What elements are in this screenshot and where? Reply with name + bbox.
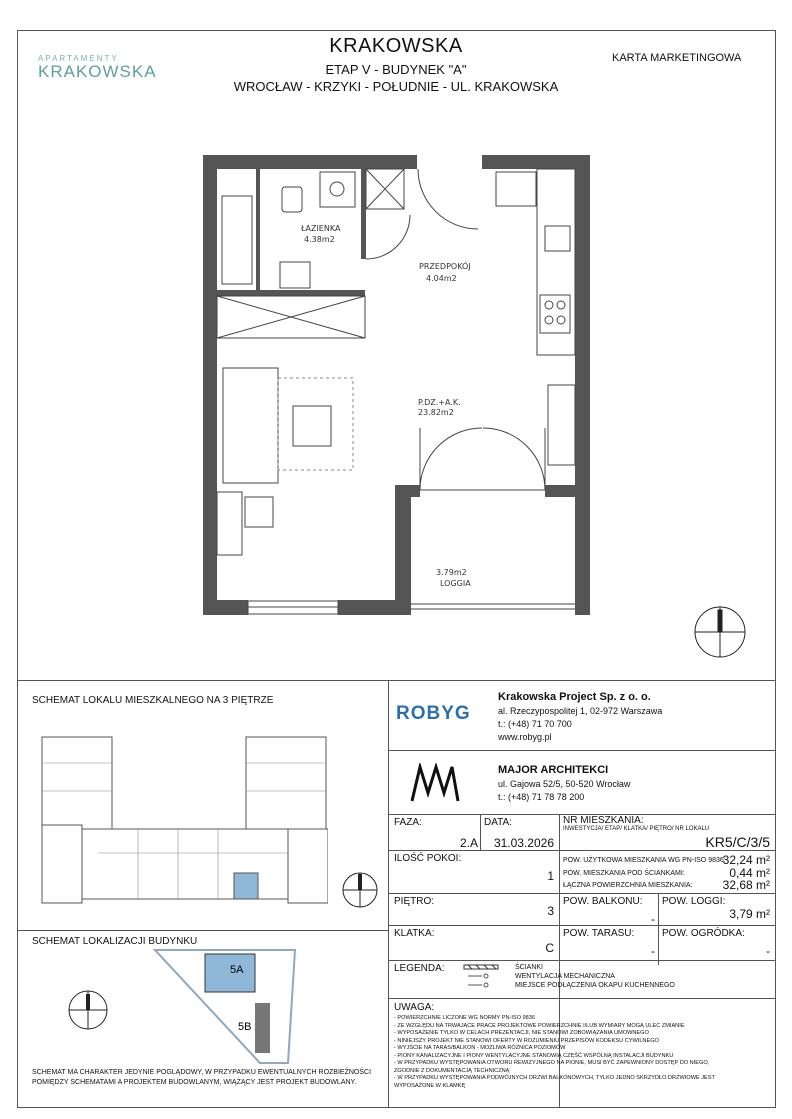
building-5b-label: 5B	[238, 1021, 252, 1033]
building-5b	[255, 1003, 270, 1053]
developer-address: al. Rzeczypospolitej 1, 02-972 Warszawa	[498, 706, 663, 716]
floor-scheme-drawing	[38, 733, 328, 913]
room-name-living: P.DZ.+A.K.	[418, 398, 461, 407]
developer-web[interactable]: www.robyg.pl	[498, 732, 552, 742]
chair	[245, 497, 273, 527]
note-item: - W PRZYPADKU WYSTĘPOWANIA PODWÓJNYCH DRZWI BALKONOWYCH, TYLKO JEDNO SKRZYDŁO DRZWIOWE JEST WYPOSAŻONE W KLAMKĘ	[394, 1075, 715, 1089]
architect-address: ul. Gajowa 52/5, 50-520 Wrocław	[498, 779, 631, 789]
pow-sc-label: POW. MIESZKANIA POD ŚCIANKAMI:	[563, 870, 685, 877]
nr-sublabel: INWESTYCJA/ ETAP/ KLATKA/ PIĘTRO/ NR LOKALU	[563, 826, 710, 832]
note-item: - NINIEJSZY PROJEKT NIE STANOWI OFERTY W ROZUMIENIU PRZEPISÓW KODEKSU CYWILNEGO	[394, 1037, 659, 1044]
north-arrow-icon	[695, 607, 745, 657]
coffee-table	[293, 406, 331, 446]
pow-l-value: 32,68 m²	[722, 878, 770, 892]
note-item: - ZE WZGLĘDU NA TRWAJĄCE PRACE PROJEKTOWE POWIERZCHNIE I/LUB WYMIARY MOGĄ ULEC ZMIANIE	[394, 1022, 685, 1029]
nr-label: NR MIESZKANIA:	[563, 815, 644, 826]
note-item: - WYJŚCIE NA TARAS/BALKON - MOŻLIWA RÓŻNICA POZIOMÓW	[394, 1045, 566, 1051]
taras-label: POW. TARASU:	[563, 928, 635, 939]
room-area-living: 23.82m2	[418, 408, 454, 417]
note-item: - WYPOSAŻENIE TYLKO W CELACH PREZENTACJI, NIE STANOWI ZOBOWIĄZANIA UMOWNEGO	[394, 1030, 649, 1036]
balkon-label: POW. BALKONU:	[563, 896, 643, 907]
bathroom-door	[366, 215, 410, 259]
notes-label: UWAGA:	[394, 1002, 435, 1013]
developer-name: Krakowska Project Sp. z o. o.	[498, 691, 651, 703]
divider-vertical	[388, 680, 389, 1108]
legend-symbols	[462, 964, 502, 994]
pietro-label: PIĘTRO:	[394, 896, 435, 907]
pow-uz-value: 32,24 m²	[722, 853, 770, 867]
apartment-highlight	[234, 873, 258, 899]
note-item: - W PRZYPADKU WYSTĘPOWANIA OTWORU REWIZYJNEGO NA PIONIE, MUSI BYĆ ZAPEWNIONY DOSTĘP DO NIEGO, ZGODNIE Z DOKUMENTACJĄ TECHNICZNĄ	[394, 1060, 710, 1074]
data-value: 31.03.2026	[493, 836, 554, 850]
wall-top-left	[203, 155, 417, 169]
data-label: DATA:	[484, 817, 512, 828]
wall-shaft	[361, 169, 366, 259]
washbasin	[280, 262, 310, 288]
note-item: - POWIERZCHNIE LICZONE WG NORMY PN-ISO 9836	[394, 1015, 536, 1021]
card-type: KARTA MARKETINGOWA	[612, 52, 742, 64]
faza-label: FAZA:	[394, 817, 422, 828]
legend-item-ventilation: WENTYLACJA MECHANICZNA	[515, 973, 615, 980]
stage-subtitle: ETAP V - BUDYNEK "A"	[325, 62, 467, 77]
room-area-hall: 4.04m2	[426, 274, 457, 283]
ogrodek-label: POW. OGRÓDKA:	[662, 928, 745, 939]
notes-list	[394, 1015, 734, 1090]
logo-brand: KRAKOWSKA	[38, 62, 157, 81]
room-name-bathroom: ŁAZIENKA	[301, 224, 341, 233]
klatka-label: KLATKA:	[394, 928, 435, 939]
disclaimer: SCHEMAT MA CHARAKTER JEDYNIE POGLĄDOWY, W PRZYPADKU EWENTUALNYCH ROZBIEŻNOŚCI POMIĘDZY SCHEMATAMI A PROJEKTEM BUDOWLANYM, WIĄŻĄCY JEST PROJEKT BUDOWLANY.	[32, 1069, 372, 1086]
room-area-loggia: 3.79m2	[436, 568, 467, 577]
tv-unit	[548, 385, 575, 465]
wall-bathroom-bottom	[217, 290, 365, 296]
toilet	[282, 187, 302, 212]
robyg-logo: ROBYG	[396, 703, 471, 724]
logo-small-text: APARTAMENTY	[38, 54, 119, 63]
desk	[217, 492, 242, 555]
architect-name: MAJOR ARCHITEKCI	[498, 764, 609, 776]
wall-loggia-top-left	[395, 485, 420, 497]
floor-scheme-title: SCHEMAT LOKALU MIESZKALNEGO NA 3 PIĘTRZE	[32, 695, 274, 706]
balkon-value: -	[651, 912, 655, 926]
bathtub	[222, 196, 252, 284]
kitchen-counter	[537, 169, 575, 355]
location-subtitle: WROCŁAW - KRZYKI - POŁUDNIE - UL. KRAKOWSKA	[233, 79, 559, 94]
legend-item-hood: MIEJSCE PODŁĄCZENIA OKAPU KUCHENNEGO	[515, 982, 675, 989]
building-5a-label: 5A	[230, 964, 244, 976]
legend-item-walls: ŚCIANKI	[515, 964, 544, 971]
loggia-label: POW. LOGGI:	[662, 896, 726, 907]
legend-label: LEGENDA:	[394, 963, 445, 974]
entrance-door	[418, 169, 478, 229]
wall-left	[203, 155, 217, 615]
kitchen-sink	[545, 226, 570, 251]
klatka-value: C	[545, 941, 554, 955]
divider	[17, 680, 776, 681]
wall-loggia-left	[395, 485, 411, 615]
architect-phone: t.: (+48) 71 78 78 200	[498, 792, 585, 802]
building-scheme-title: SCHEMAT LOKALIZACJI BUDYNKU	[32, 936, 198, 947]
developer-phone: t.: (+48) 71 70 700	[498, 719, 572, 729]
pow-sc-value: 0,44 m²	[729, 866, 770, 880]
room-name-loggia: LOGGIA	[440, 579, 471, 588]
wall-bathroom-left	[256, 169, 260, 290]
pokoi-value: 1	[547, 869, 554, 883]
major-architekci-logo-icon	[410, 763, 460, 803]
project-title: KRAKOWSKA	[329, 35, 463, 57]
cooktop	[540, 295, 570, 333]
faza-value: 2.A	[459, 836, 478, 850]
taras-value: -	[651, 944, 655, 958]
balcony-door-right	[483, 428, 545, 490]
fridge	[496, 172, 536, 206]
pietro-value: 3	[547, 904, 554, 918]
pokoi-label: ILOŚĆ POKOI:	[394, 853, 462, 864]
note-item: - PIONY KANALIZACYJNE I PIONY WENTYLACYJNE STANOWIĄ CZĘŚĆ WSPÓLNĄ INSTALACJI BUDYNKU	[394, 1052, 674, 1059]
wall-bottom-left	[203, 600, 248, 615]
nr-value: KR5/C/3/5	[705, 834, 770, 850]
shower-tray	[320, 172, 355, 207]
loggia-value: 3,79 m²	[729, 907, 770, 921]
sofa	[223, 368, 278, 483]
building-location-drawing	[60, 948, 310, 1066]
divider-left	[17, 930, 388, 931]
room-area-bathroom: 4.38m2	[304, 235, 335, 244]
pow-l-label: ŁĄCZNA POWIERZCHNIA MIESZKANIA:	[563, 882, 693, 889]
ogrodek-value: -	[766, 944, 770, 958]
wall-loggia-top-right	[545, 485, 590, 497]
balcony-door-left	[420, 428, 482, 490]
north-arrow-small-icon	[340, 870, 380, 910]
room-name-hall: PRZEDPOKÓJ	[419, 262, 471, 271]
pow-uz-label: POW. UŻYTKOWA MIESZKANIA WG PN-ISO 9836:	[563, 857, 726, 864]
wall-top-right	[482, 155, 590, 169]
wall-right	[575, 155, 590, 615]
